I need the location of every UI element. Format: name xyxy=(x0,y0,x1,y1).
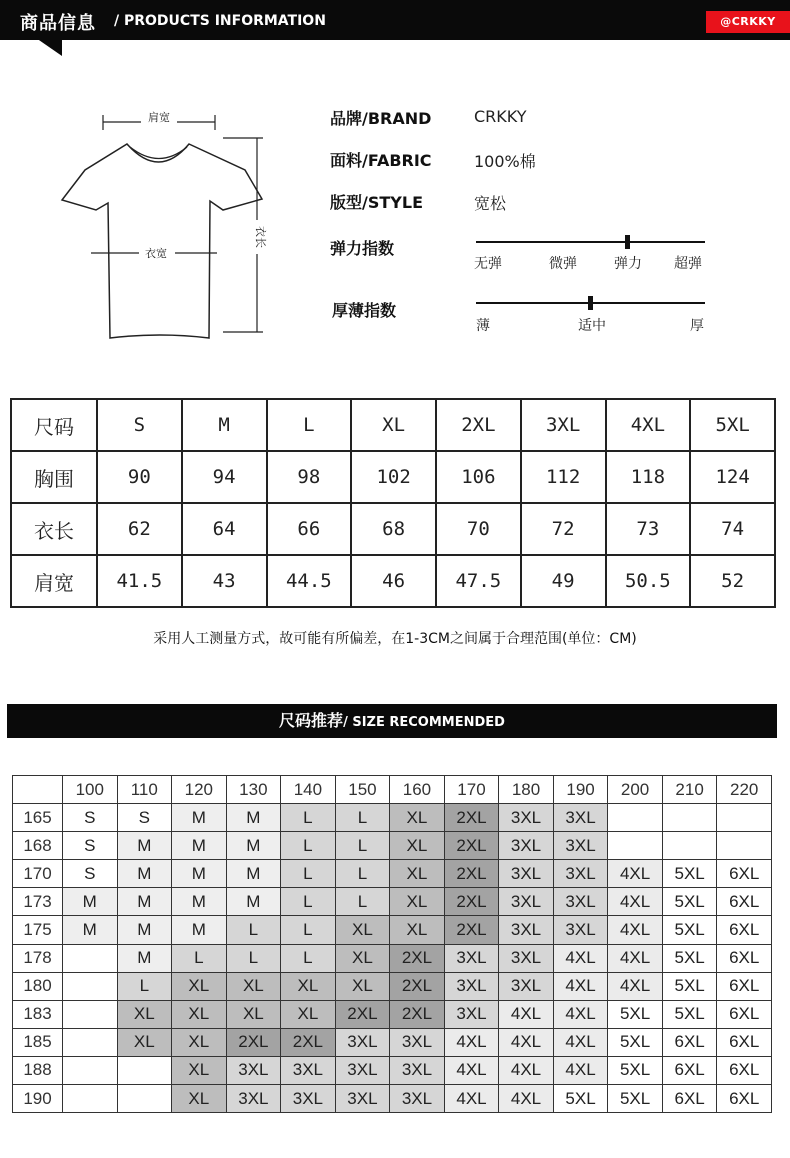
size-header-cell: M xyxy=(182,399,267,451)
size-row xyxy=(11,555,775,607)
fabric-label: 面料/FABRIC xyxy=(330,151,432,170)
height-row xyxy=(13,1000,772,1028)
recommend-cell: 2XL xyxy=(444,860,499,888)
recommend-title: 尺码推荐 xyxy=(279,711,344,730)
recommend-cell: L xyxy=(281,916,336,944)
size-value-cell: 102 xyxy=(351,451,436,503)
elasticity-option: 弹力 xyxy=(614,256,642,272)
weight-header-cell: 160 xyxy=(390,776,445,804)
recommend-cell: L xyxy=(335,832,390,860)
recommend-cell: 6XL xyxy=(717,944,772,972)
recommend-cell: M xyxy=(117,888,172,916)
chest-width-label: 衣宽 xyxy=(145,247,167,260)
recommend-cell: XL xyxy=(335,972,390,1000)
recommend-cell: 4XL xyxy=(608,888,663,916)
recommend-cell: XL xyxy=(172,1056,227,1084)
style-value: 宽松 xyxy=(474,194,507,213)
recommend-cell: 2XL xyxy=(390,972,445,1000)
recommend-cell: 4XL xyxy=(553,972,608,1000)
recommend-cell: 6XL xyxy=(717,916,772,944)
recommend-cell: 3XL xyxy=(444,1000,499,1028)
recommend-cell: 2XL xyxy=(390,1000,445,1028)
size-header-row xyxy=(11,399,775,451)
recommend-cell: M xyxy=(63,888,118,916)
recommend-cell: 6XL xyxy=(717,972,772,1000)
recommend-cell: 3XL xyxy=(281,1085,336,1113)
recommend-cell: S xyxy=(63,860,118,888)
thickness-option: 适中 xyxy=(578,318,606,334)
recommend-cell xyxy=(117,1056,172,1084)
weight-header-cell: 190 xyxy=(553,776,608,804)
recommend-cell: S xyxy=(117,804,172,832)
size-value-cell: 49 xyxy=(521,555,606,607)
weight-header-cell: 220 xyxy=(717,776,772,804)
recommend-cell: 4XL xyxy=(553,1056,608,1084)
recommend-cell: S xyxy=(63,804,118,832)
recommend-cell: M xyxy=(172,804,227,832)
size-header-cell: 3XL xyxy=(521,399,606,451)
recommend-cell: 4XL xyxy=(444,1085,499,1113)
recommend-cell: 2XL xyxy=(444,888,499,916)
recommend-cell: 4XL xyxy=(444,1056,499,1084)
fabric-value: 100%棉 xyxy=(474,152,536,171)
recommend-cell: M xyxy=(172,860,227,888)
height-row xyxy=(13,1056,772,1084)
recommend-cell: 5XL xyxy=(662,972,717,1000)
recommend-cell: 4XL xyxy=(553,944,608,972)
recommend-cell: M xyxy=(117,860,172,888)
recommend-cell: L xyxy=(281,944,336,972)
recommend-cell: M xyxy=(226,804,281,832)
recommend-cell xyxy=(63,1056,118,1084)
recommend-cell: L xyxy=(281,860,336,888)
recommend-cell: 4XL xyxy=(608,944,663,972)
recommend-cell: 3XL xyxy=(335,1056,390,1084)
style-label: 版型/STYLE xyxy=(330,193,423,212)
recommend-cell: 3XL xyxy=(390,1056,445,1084)
height-row xyxy=(13,832,772,860)
recommend-cell: XL xyxy=(172,1085,227,1113)
recommend-cell: 5XL xyxy=(608,1056,663,1084)
weight-header-cell: 200 xyxy=(608,776,663,804)
elasticity-label: 弹力指数 xyxy=(330,239,395,258)
size-value-cell: 43 xyxy=(182,555,267,607)
size-value-cell: 94 xyxy=(182,451,267,503)
recommend-cell: 4XL xyxy=(444,1028,499,1056)
recommend-cell: 6XL xyxy=(717,860,772,888)
recommend-cell: 5XL xyxy=(662,944,717,972)
recommend-cell: 5XL xyxy=(608,1028,663,1056)
size-value-cell: 50.5 xyxy=(606,555,691,607)
size-value-cell: 98 xyxy=(267,451,352,503)
recommend-cell: 6XL xyxy=(717,1000,772,1028)
recommend-cell xyxy=(662,832,717,860)
recommend-cell: 3XL xyxy=(226,1056,281,1084)
recommend-cell: 2XL xyxy=(444,832,499,860)
size-value-cell: 41.5 xyxy=(97,555,182,607)
recommend-cell: M xyxy=(63,916,118,944)
recommend-cell: L xyxy=(335,888,390,916)
weight-header-cell: 130 xyxy=(226,776,281,804)
size-value-cell: 68 xyxy=(351,503,436,555)
recommend-cell: 2XL xyxy=(444,804,499,832)
weight-header-cell: 140 xyxy=(281,776,336,804)
size-value-cell: 118 xyxy=(606,451,691,503)
recommend-cell: 2XL xyxy=(444,916,499,944)
recommend-cell: L xyxy=(226,944,281,972)
recommend-cell: 4XL xyxy=(499,1000,554,1028)
recommend-cell: M xyxy=(117,944,172,972)
recommend-cell: XL xyxy=(390,832,445,860)
recommend-cell: 2XL xyxy=(335,1000,390,1028)
recommend-cell: 6XL xyxy=(717,1056,772,1084)
elasticity-option: 微弹 xyxy=(549,256,577,272)
weight-header-cell: 110 xyxy=(117,776,172,804)
recommend-cell: L xyxy=(172,944,227,972)
recommend-cell: 3XL xyxy=(226,1085,281,1113)
recommend-cell xyxy=(63,944,118,972)
recommend-cell: 5XL xyxy=(662,1000,717,1028)
recommend-cell xyxy=(608,804,663,832)
recommend-cell: XL xyxy=(335,944,390,972)
thickness-indicator xyxy=(588,296,593,310)
recommend-cell: XL xyxy=(172,1000,227,1028)
weight-header-cell: 100 xyxy=(63,776,118,804)
recommend-cell: 5XL xyxy=(608,1085,663,1113)
recommend-cell: L xyxy=(281,804,336,832)
recommend-cell: 3XL xyxy=(390,1085,445,1113)
recommend-cell: 3XL xyxy=(499,972,554,1000)
height-row xyxy=(13,1028,772,1056)
recommend-cell: 3XL xyxy=(553,860,608,888)
elasticity-option: 超弹 xyxy=(674,256,702,272)
recommend-cell: 6XL xyxy=(662,1085,717,1113)
size-value-cell: 62 xyxy=(97,503,182,555)
recommend-cell: 5XL xyxy=(553,1085,608,1113)
size-value-cell: 124 xyxy=(690,451,775,503)
recommend-cell: 4XL xyxy=(608,916,663,944)
header-title: 商品信息 xyxy=(20,13,96,34)
recommend-cell xyxy=(608,832,663,860)
height-row xyxy=(13,944,772,972)
recommend-cell: 5XL xyxy=(662,916,717,944)
recommend-cell: 4XL xyxy=(553,1000,608,1028)
weight-header-row xyxy=(13,776,772,804)
recommend-cell: 3XL xyxy=(335,1028,390,1056)
size-header-label: 尺码 xyxy=(11,399,97,451)
weight-header-cell: 170 xyxy=(444,776,499,804)
recommend-cell: 3XL xyxy=(499,944,554,972)
thickness-option: 厚 xyxy=(690,318,704,334)
recommend-cell: 3XL xyxy=(553,804,608,832)
recommend-cell: 3XL xyxy=(444,972,499,1000)
recommend-cell: 3XL xyxy=(553,832,608,860)
recommend-cell: 3XL xyxy=(444,944,499,972)
size-value-cell: 44.5 xyxy=(267,555,352,607)
height-header-cell: 185 xyxy=(13,1028,63,1056)
size-value-cell: 106 xyxy=(436,451,521,503)
size-value-cell: 90 xyxy=(97,451,182,503)
recommend-cell: 3XL xyxy=(390,1028,445,1056)
size-header-cell: 2XL xyxy=(436,399,521,451)
recommend-cell: 6XL xyxy=(662,1056,717,1084)
recommend-cell: 6XL xyxy=(662,1028,717,1056)
recommend-cell: 3XL xyxy=(335,1085,390,1113)
recommend-cell: 4XL xyxy=(608,860,663,888)
size-value-cell: 46 xyxy=(351,555,436,607)
size-row xyxy=(11,451,775,503)
elasticity-indicator xyxy=(625,235,630,249)
recommend-cell: 3XL xyxy=(553,888,608,916)
size-value-cell: 112 xyxy=(521,451,606,503)
recommend-cell: L xyxy=(117,972,172,1000)
recommend-cell xyxy=(63,1028,118,1056)
height-header-cell: 175 xyxy=(13,916,63,944)
size-value-cell: 70 xyxy=(436,503,521,555)
size-recommend-grid xyxy=(12,775,772,1113)
brand-label: 品牌/BRAND xyxy=(330,109,432,128)
brand-value: CRKKY xyxy=(474,107,527,126)
height-row xyxy=(13,804,772,832)
recommend-cell: L xyxy=(281,888,336,916)
recommend-subtitle: / SIZE RECOMMENDED xyxy=(343,715,505,730)
recommend-cell: XL xyxy=(390,860,445,888)
size-row-label: 胸围 xyxy=(11,451,97,503)
size-value-cell: 52 xyxy=(690,555,775,607)
size-value-cell: 74 xyxy=(690,503,775,555)
height-row xyxy=(13,860,772,888)
recommend-cell xyxy=(117,1085,172,1113)
recommend-cell: 4XL xyxy=(553,1028,608,1056)
recommend-cell: 2XL xyxy=(226,1028,281,1056)
recommend-cell xyxy=(63,972,118,1000)
recommend-cell: 5XL xyxy=(662,860,717,888)
recommend-cell: XL xyxy=(172,1028,227,1056)
height-header-cell: 180 xyxy=(13,972,63,1000)
size-row xyxy=(11,503,775,555)
thickness-label: 厚薄指数 xyxy=(332,301,397,320)
recommend-cell: 2XL xyxy=(281,1028,336,1056)
recommend-cell: XL xyxy=(117,1000,172,1028)
weight-header-cell: 120 xyxy=(172,776,227,804)
size-value-cell: 72 xyxy=(521,503,606,555)
size-header-cell: L xyxy=(267,399,352,451)
size-header-cell: 4XL xyxy=(606,399,691,451)
recommend-cell: XL xyxy=(226,972,281,1000)
recommend-cell: 6XL xyxy=(717,888,772,916)
recommend-cell: XL xyxy=(281,972,336,1000)
size-header-cell: XL xyxy=(351,399,436,451)
recommend-cell: XL xyxy=(335,916,390,944)
height-header-cell: 178 xyxy=(13,944,63,972)
size-row-label: 肩宽 xyxy=(11,555,97,607)
height-row xyxy=(13,888,772,916)
recommend-cell: 5XL xyxy=(608,1000,663,1028)
recommend-cell: 3XL xyxy=(499,888,554,916)
recommend-cell: 3XL xyxy=(499,860,554,888)
recommend-cell: S xyxy=(63,832,118,860)
weight-header-cell: 210 xyxy=(662,776,717,804)
size-value-cell: 64 xyxy=(182,503,267,555)
recommend-cell xyxy=(717,832,772,860)
recommend-cell: M xyxy=(172,916,227,944)
height-header-cell: 173 xyxy=(13,888,63,916)
recommend-cell: M xyxy=(117,832,172,860)
size-header-cell: S xyxy=(97,399,182,451)
size-value-cell: 47.5 xyxy=(436,555,521,607)
recommend-cell: L xyxy=(335,860,390,888)
recommend-cell: 3XL xyxy=(499,832,554,860)
elasticity-option: 无弹 xyxy=(474,256,502,272)
recommend-cell: XL xyxy=(390,804,445,832)
tshirt-diagram xyxy=(55,100,285,350)
shoulder-width-label: 肩宽 xyxy=(148,111,170,124)
recommend-cell: L xyxy=(226,916,281,944)
header-notch xyxy=(36,38,62,56)
size-row-label: 衣长 xyxy=(11,503,97,555)
height-header-cell: 188 xyxy=(13,1056,63,1084)
recommend-cell: M xyxy=(117,916,172,944)
height-header-cell: 190 xyxy=(13,1085,63,1113)
header-subtitle: / PRODUCTS INFORMATION xyxy=(114,13,326,29)
recommend-cell: 3XL xyxy=(499,804,554,832)
recommend-cell: 3XL xyxy=(499,916,554,944)
height-row xyxy=(13,972,772,1000)
recommend-cell: M xyxy=(226,860,281,888)
recommend-cell: 3XL xyxy=(553,916,608,944)
recommend-cell: 4XL xyxy=(499,1028,554,1056)
recommend-cell: L xyxy=(281,832,336,860)
recommend-cell xyxy=(662,804,717,832)
elasticity-scale-line xyxy=(476,241,705,243)
size-chart-table xyxy=(10,398,776,608)
thickness-option: 薄 xyxy=(476,318,490,334)
recommend-cell: 6XL xyxy=(717,1028,772,1056)
length-label: 衣长 xyxy=(254,226,267,248)
recommend-cell: L xyxy=(335,804,390,832)
weight-header-cell: 150 xyxy=(335,776,390,804)
recommend-cell: XL xyxy=(226,1000,281,1028)
size-header-cell: 5XL xyxy=(690,399,775,451)
recommend-cell: 5XL xyxy=(662,888,717,916)
size-value-cell: 73 xyxy=(606,503,691,555)
recommend-cell: XL xyxy=(281,1000,336,1028)
brand-badge: @CRKKY xyxy=(706,11,790,33)
recommend-cell: 4XL xyxy=(608,972,663,1000)
recommend-cell xyxy=(63,1000,118,1028)
recommend-header xyxy=(7,704,777,738)
recommend-cell xyxy=(63,1085,118,1113)
height-header-cell: 168 xyxy=(13,832,63,860)
recommend-cell: M xyxy=(172,888,227,916)
recommend-cell: XL xyxy=(390,888,445,916)
recommend-cell: XL xyxy=(390,916,445,944)
recommend-cell: XL xyxy=(172,972,227,1000)
recommend-cell: 6XL xyxy=(717,1085,772,1113)
grid-corner xyxy=(13,776,63,804)
recommend-cell: 2XL xyxy=(390,944,445,972)
weight-header-cell: 180 xyxy=(499,776,554,804)
height-row xyxy=(13,1085,772,1113)
recommend-cell: M xyxy=(226,832,281,860)
height-header-cell: 183 xyxy=(13,1000,63,1028)
recommend-cell: XL xyxy=(117,1028,172,1056)
height-header-cell: 165 xyxy=(13,804,63,832)
recommend-cell: 4XL xyxy=(499,1085,554,1113)
recommend-cell: 3XL xyxy=(281,1056,336,1084)
recommend-cell: 4XL xyxy=(499,1056,554,1084)
measurement-note: 采用人工测量方式，故可能有所偏差，在1-3CM之间属于合理范围(单位：CM) xyxy=(153,631,637,647)
recommend-cell: M xyxy=(226,888,281,916)
height-row xyxy=(13,916,772,944)
height-header-cell: 170 xyxy=(13,860,63,888)
size-value-cell: 66 xyxy=(267,503,352,555)
recommend-cell: M xyxy=(172,832,227,860)
recommend-cell xyxy=(717,804,772,832)
